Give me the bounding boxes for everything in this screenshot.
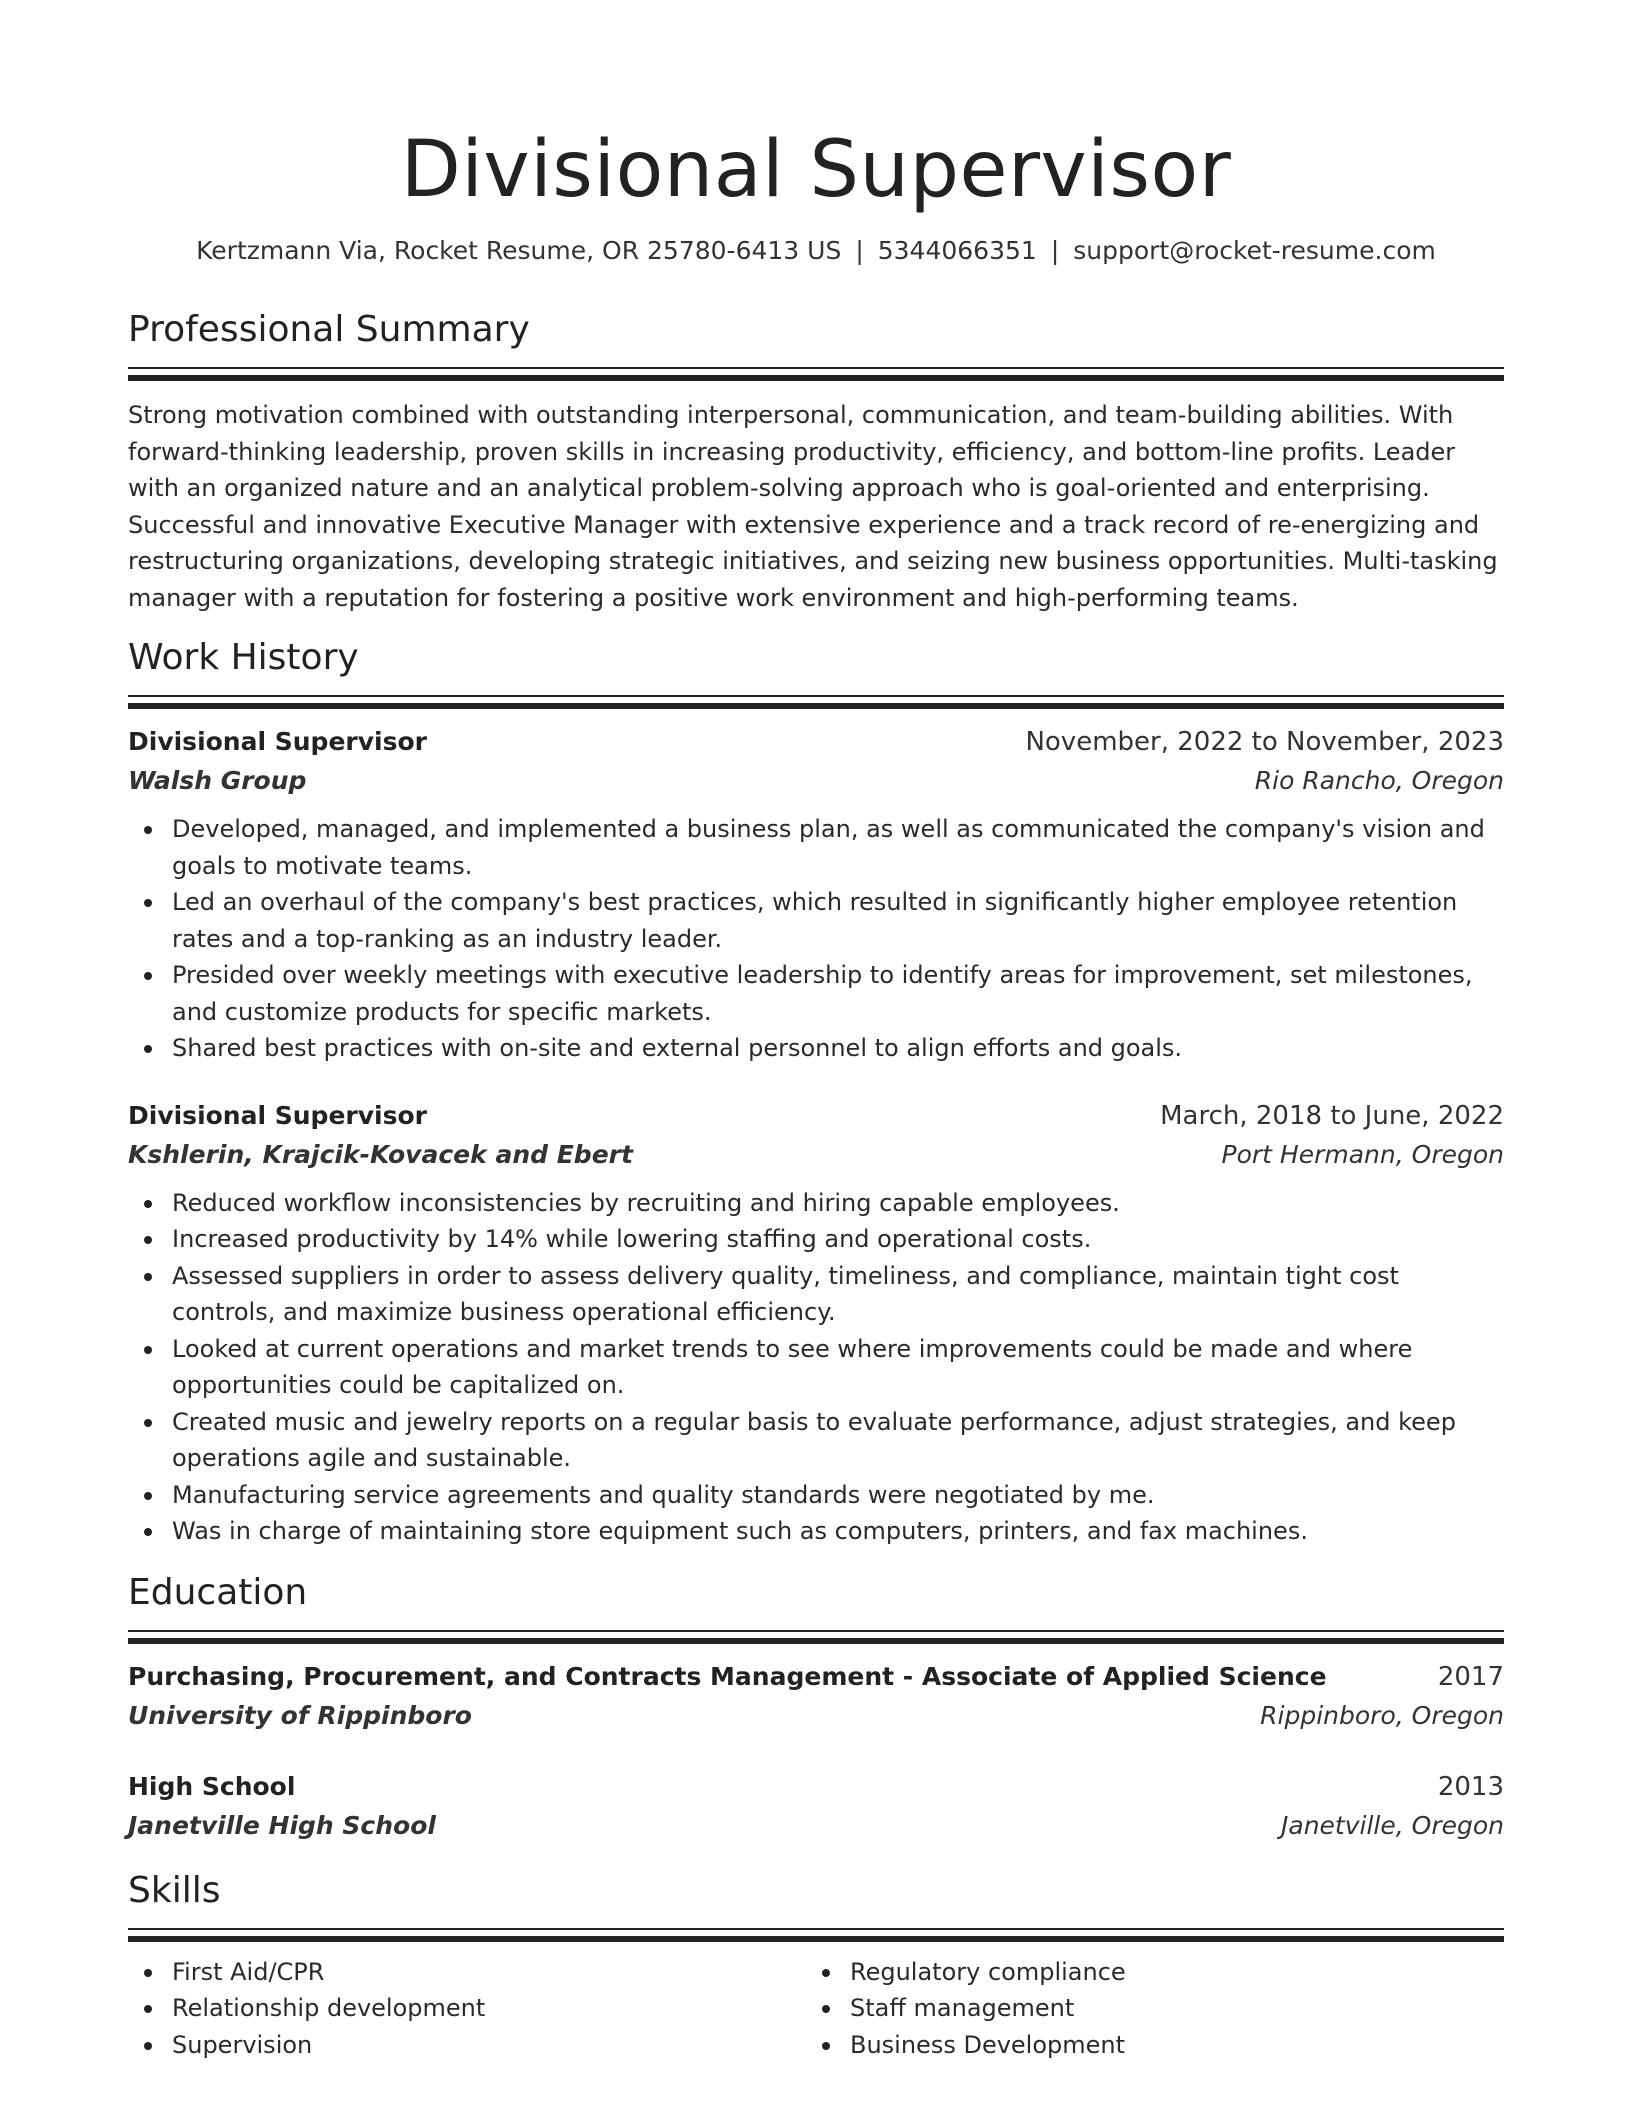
skills-grid xyxy=(128,1954,1504,2064)
skills-column-right xyxy=(806,1954,1484,2064)
list-item: Looked at current operations and market trends to see where improvements could be made and where opportunities could be capitalized on. xyxy=(128,1331,1504,1404)
education-entry xyxy=(128,1658,1504,1736)
resume-name: Divisional Supervisor xyxy=(400,125,1232,215)
contact-separator: | xyxy=(855,236,864,265)
list-item: First Aid/CPR xyxy=(128,1954,806,1991)
section-title-work: Work History xyxy=(128,637,359,678)
contact-address: Kertzmann Via, Rocket Resume, OR 25780-6413 US xyxy=(196,236,842,265)
education-section xyxy=(128,1570,1504,1846)
contact-separator: | xyxy=(1050,236,1060,265)
education-year: 2017 xyxy=(1437,1661,1504,1692)
section-divider xyxy=(128,703,1504,709)
education-school: Janetville High School xyxy=(128,1810,436,1840)
section-title-education: Education xyxy=(128,1571,308,1613)
list-item: Manufacturing service agreements and quality standards were negotiated by me. xyxy=(128,1477,1504,1514)
education-entry xyxy=(128,1768,1504,1846)
list-item: Staff management xyxy=(806,1990,1484,2027)
list-item: Shared best practices with on-site and external personnel to align efforts and goals. xyxy=(128,1030,1504,1067)
contact-phone: 5344066351 xyxy=(877,236,1037,265)
contact-email: support@rocket-resume.com xyxy=(1073,236,1436,265)
section-divider xyxy=(128,1638,1504,1644)
contact-line xyxy=(128,234,1504,268)
education-school: University of Rippinboro xyxy=(128,1700,472,1730)
summary-text: Strong motivation combined with outstanding interpersonal, communication, and team-building abilities. With forward-thinking leadership, proven skills in increasing productivity, efficiency, and bottom-line profits. Leader with an organized nature and an analytical problem-solving approach who is goal-oriented and enterprising. Successful and innovative Executive Manager with extensive experience and a track record of re-energizing and restructuring organizations, developing strategic initiatives, and seizing new business opportunities. Multi-tasking manager with a reputation for fostering a positive work environment and high-performing teams. xyxy=(128,401,1498,612)
job-company: Walsh Group xyxy=(128,766,307,795)
job-title: Divisional Supervisor xyxy=(128,727,427,756)
job-entry xyxy=(128,723,1504,1067)
section-divider xyxy=(128,1936,1504,1942)
skills-list xyxy=(806,1954,1484,2064)
job-dates: March, 2018 to June, 2022 xyxy=(1160,1100,1504,1131)
job-company: Kshlerin, Krajcik-Kovacek and Ebert xyxy=(128,1139,633,1169)
list-item: Reduced workflow inconsistencies by recruiting and hiring capable employees. xyxy=(128,1185,1504,1222)
list-item: Led an overhaul of the company's best practices, which resulted in significantly higher employee retention rates and a top-ranking as an industry leader. xyxy=(128,884,1504,957)
job-location: Rio Rancho, Oregon xyxy=(1254,766,1504,795)
list-item: Regulatory compliance xyxy=(806,1954,1484,1991)
education-location: Janetville, Oregon xyxy=(1281,1810,1504,1840)
list-item: Assessed suppliers in order to assess delivery quality, timeliness, and compliance, maintain tight cost controls, and maximize business operational efficiency. xyxy=(128,1258,1504,1331)
list-item: Was in charge of maintaining store equipment such as computers, printers, and fax machines. xyxy=(128,1513,1504,1550)
section-divider xyxy=(128,375,1504,381)
section-divider xyxy=(128,1630,1504,1632)
job-entry xyxy=(128,1097,1504,1550)
job-bullets xyxy=(128,811,1504,1067)
list-item: Supervision xyxy=(128,2027,806,2064)
summary-section xyxy=(128,307,1504,616)
skills-list xyxy=(128,1954,806,2064)
skills-section xyxy=(128,1868,1504,2064)
section-divider xyxy=(128,367,1504,369)
education-degree: Purchasing, Procurement, and Contracts Management - Associate of Applied Science xyxy=(128,1661,1327,1691)
education-degree: High School xyxy=(128,1771,296,1801)
list-item: Presided over weekly meetings with executive leadership to identify areas for improvement, set milestones, and customize products for specific markets. xyxy=(128,957,1504,1030)
job-bullets xyxy=(128,1185,1504,1550)
education-location: Rippinboro, Oregon xyxy=(1260,1700,1504,1730)
section-divider xyxy=(128,1928,1504,1930)
education-year: 2013 xyxy=(1437,1771,1504,1802)
section-divider xyxy=(128,695,1504,697)
list-item: Increased productivity by 14% while lowering staffing and operational costs. xyxy=(128,1221,1504,1258)
job-dates: November, 2022 to November, 2023 xyxy=(1025,727,1504,757)
section-title-summary: Professional Summary xyxy=(128,309,530,350)
job-location: Port Hermann, Oregon xyxy=(1221,1139,1504,1169)
work-section xyxy=(128,635,1504,1550)
resume-page xyxy=(128,0,1504,2063)
list-item: Created music and jewelry reports on a regular basis to evaluate performance, adjust strategies, and keep operations agile and sustainable. xyxy=(128,1404,1504,1477)
list-item: Business Development xyxy=(806,2027,1484,2064)
list-item: Developed, managed, and implemented a business plan, as well as communicated the company's vision and goals to motivate teams. xyxy=(128,811,1504,884)
list-item: Relationship development xyxy=(128,1990,806,2027)
job-title: Divisional Supervisor xyxy=(128,1100,427,1130)
skills-column-left xyxy=(128,1954,806,2064)
section-title-skills: Skills xyxy=(128,1869,221,1911)
